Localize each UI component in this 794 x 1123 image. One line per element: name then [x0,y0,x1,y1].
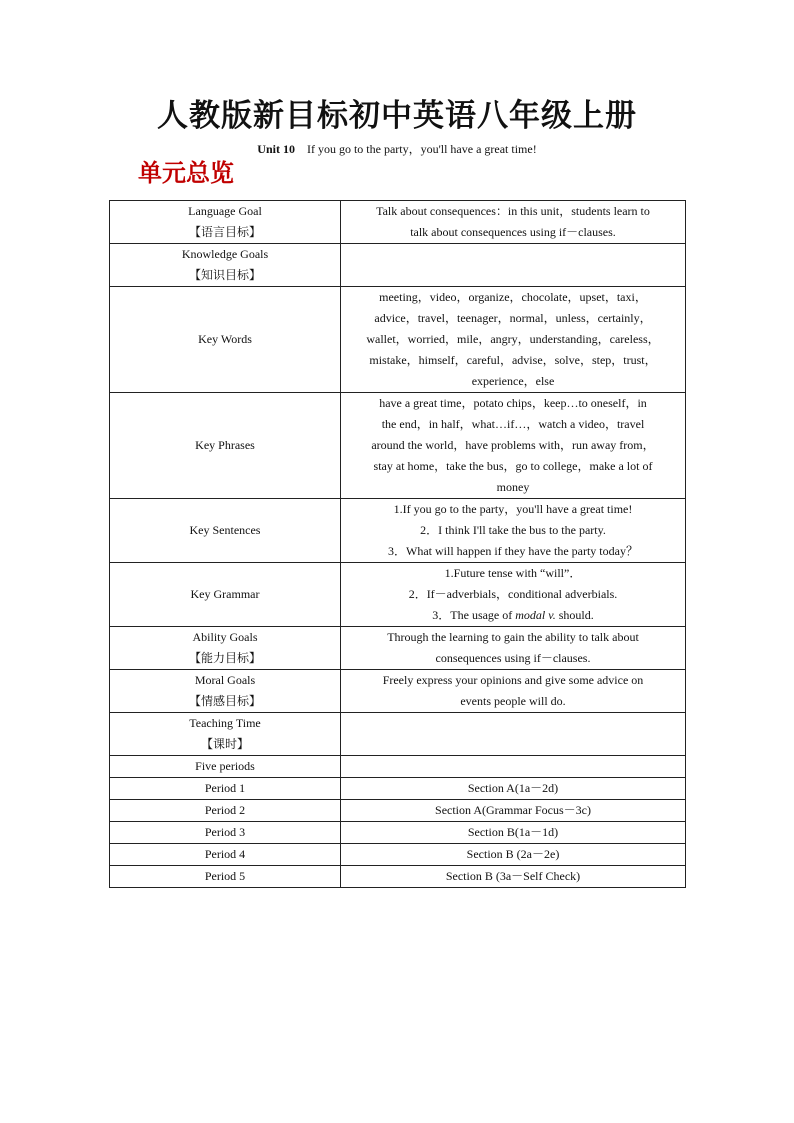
table-row-period [110,778,686,800]
unit-title: If you go to the party，you'll have a great time! [306,142,537,156]
grammar-text: should. [555,608,594,622]
value-line: talk about consequences using if－clauses. [410,225,616,239]
row-label: Five periods [110,756,341,778]
table-row-key-words [110,287,686,393]
value-line: money [496,480,530,494]
row-label [110,670,341,713]
section-heading: 单元总览 [138,158,234,187]
table-row-period [110,800,686,822]
row-label: Key Grammar [110,563,341,627]
label-cn: 【能力目标】 [188,651,261,665]
row-value [341,563,686,627]
table-row-period [110,822,686,844]
value-line: Through the learning to gain the ability to talk about [387,630,639,644]
value-line: 3．What will happen if they have the party today？ [388,544,638,558]
value-line: events people will do. [460,694,566,708]
period-value: Section B(1a－1d) [341,822,686,844]
unit-label: Unit 10 [257,142,295,156]
table-row-key-grammar [110,563,686,627]
period-value: Section A(Grammar Focus－3c) [341,800,686,822]
table-row-language-goal [110,201,686,244]
row-label: Key Phrases [110,393,341,499]
value-line: Talk about consequences：in this unit，students learn to [376,204,650,218]
unit-subtitle [0,140,794,158]
value-line: consequences using if－clauses. [435,651,591,665]
period-value: Section B (2a－2e) [341,844,686,866]
value-line: stay at home，take the bus，go to college，make a lot of [373,459,653,473]
row-value [341,713,686,756]
row-value [341,756,686,778]
row-value [341,627,686,670]
label-cn: 【课时】 [200,737,249,751]
row-value [341,201,686,244]
value-line [345,605,681,626]
row-label: Key Sentences [110,499,341,563]
label-en: Moral Goals [194,673,256,687]
table-row-teaching-time [110,713,686,756]
value-line: meeting，video，organize，chocolate，upset，taxi， [379,290,647,304]
period-label: Period 5 [110,866,341,888]
row-label [110,627,341,670]
table-row-ability-goals [110,627,686,670]
value-line: 1.If you go to the party，you'll have a great time! [393,502,633,516]
row-value [341,670,686,713]
table-row-period [110,866,686,888]
row-value [341,393,686,499]
period-label: Period 1 [110,778,341,800]
label-cn: 【语言目标】 [188,225,261,239]
row-label [110,201,341,244]
value-line: 2．If－adverbials，conditional adverbials. [408,587,618,601]
value-line: 2．I think I'll take the bus to the party. [420,523,606,537]
value-line: advice，travel，teenager，normal，unless，certainly， [374,311,652,325]
row-value [341,287,686,393]
table-row-moral-goals [110,670,686,713]
label-en: Teaching Time [189,716,261,730]
table-row-key-sentences [110,499,686,563]
period-value: Section B (3a－Self Check) [341,866,686,888]
label-en: Knowledge Goals [181,247,269,261]
row-label [110,244,341,287]
period-label: Period 3 [110,822,341,844]
value-line: Freely express your opinions and give some advice on [382,673,644,687]
table-row-key-phrases [110,393,686,499]
label-cn: 【知识目标】 [188,268,261,282]
table-row-five-periods [110,756,686,778]
value-line: the end，in half，what…if…，watch a video，travel [381,417,645,431]
label-en: Language Goal [188,204,262,218]
value-line: around the world，have problems with，run away from， [371,438,655,452]
period-label: Period 2 [110,800,341,822]
row-label: Key Words [110,287,341,393]
grammar-term: modal v. [515,608,556,622]
value-line: experience，else [471,374,555,388]
value-line: wallet，worried，mile，angry，understanding，careless， [366,332,660,346]
table-row-period [110,844,686,866]
document-title: 人教版新目标初中英语八年级上册 [157,98,637,134]
row-label [110,713,341,756]
row-value [341,244,686,287]
grammar-text: 3．The usage of [432,608,516,622]
label-cn: 【情感目标】 [188,694,261,708]
unit-overview-table [109,200,686,888]
period-label: Period 4 [110,844,341,866]
label-en: Ability Goals [192,630,258,644]
row-value [341,499,686,563]
period-value: Section A(1a－2d) [341,778,686,800]
value-line: 1.Future tense with “will”． [444,566,582,580]
value-line: mistake，himself，careful，advise，solve，step，trust， [369,353,657,367]
value-line: have a great time，potato chips，keep…to oneself，in [379,396,647,410]
table-row-knowledge-goals [110,244,686,287]
